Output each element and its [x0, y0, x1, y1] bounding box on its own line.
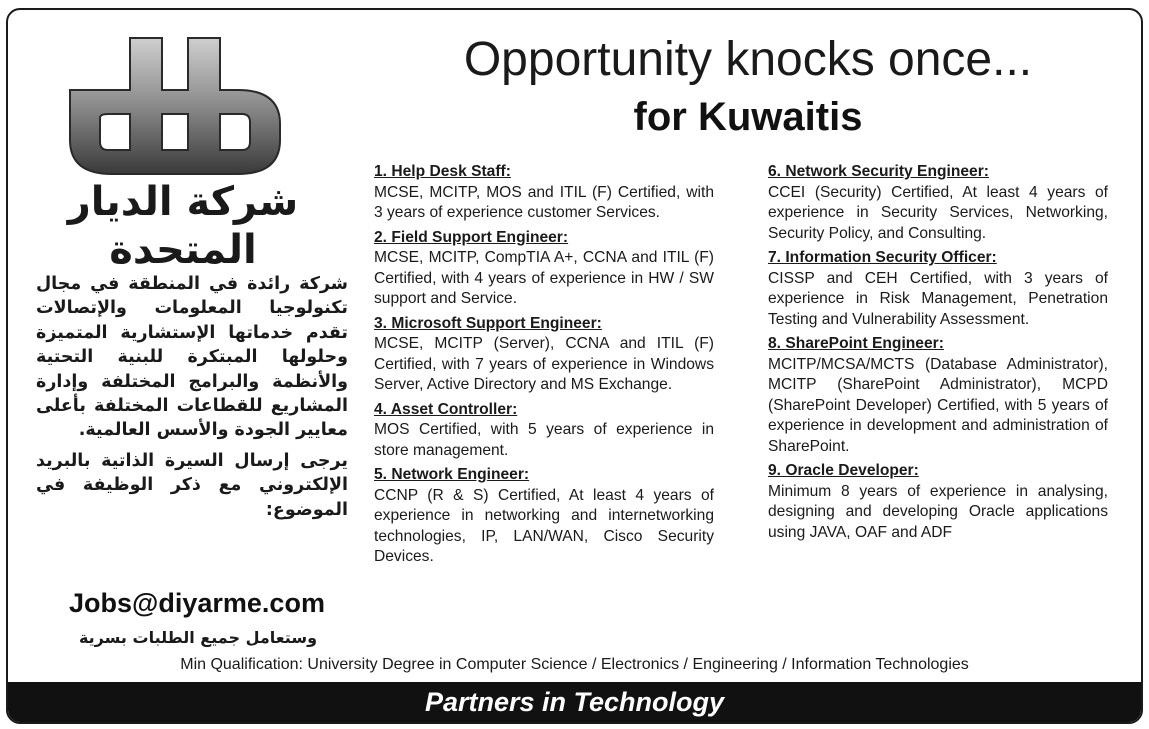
- job-title: 7. Information Security Officer:: [768, 249, 997, 266]
- job-listing: [768, 461, 1108, 543]
- footer-bar: [8, 682, 1141, 722]
- job-title: 1. Help Desk Staff:: [374, 163, 511, 180]
- confidentiality-note: وستعامل جميع الطلبات بسرية: [78, 628, 318, 647]
- job-title: 6. Network Security Engineer:: [768, 163, 989, 180]
- apply-instructions: يرجى إرسال السيرة الذاتية بالبريد الإلكتروني مع ذكر الوظيفة في الموضوع:: [36, 450, 348, 520]
- headline-sub: for Kuwaitis: [633, 95, 863, 139]
- job-title: 4. Asset Controller:: [374, 400, 518, 418]
- job-description: CCNP (R & S) Certified, At least 4 years of experience in networking and internetworking technologies, IP, LAN/WAN, Cisco Security Devices.: [374, 486, 714, 565]
- job-description: Minimum 8 years of experience in analysing, designing and developing Oracle applications using JAVA, OAF and ADF: [768, 482, 1108, 541]
- dub-logo: [60, 32, 290, 182]
- about-paragraph: شركة رائدة في المنطقة في مجال تكنولوجيا المعلومات والإتصالات تقدم خدماتها الإستشارية المتميزة وحلولها المبتكرة للبنية التحتية والأنظمة والبرامج المختلفة وإدارة المشاريع للقطاعات المختلفة بأعلى معايير الجودة والأسس العالمية.: [36, 274, 348, 441]
- job-title: 5. Network Engineer:: [374, 466, 530, 483]
- job-description: MCSE, MCITP, MOS and ITIL (F) Certified, with 3 years of experience customer Services.: [374, 183, 714, 221]
- jobs-column-left: [374, 162, 714, 572]
- company-name-arabic: شركة الديار المتحدة: [67, 179, 299, 273]
- job-title: 2. Field Support Engineer:: [374, 228, 569, 246]
- job-listing: [374, 400, 714, 462]
- job-listing: [374, 162, 714, 224]
- tagline: Partners in Technology: [424, 686, 725, 717]
- job-description: MCSE, MCITP (Server), CCNA and ITIL (F) Certified, with 7 years of experience in Windows Server, Active Directory and MS Exchange.: [374, 335, 714, 393]
- job-description: CCEI (Security) Certified, At least 4 years of experience in Security Services, Networking, Security Policy, and Consulting.: [768, 183, 1108, 242]
- job-title: 8. SharePoint Engineer:: [768, 335, 944, 352]
- job-title: 9. Oracle Developer:: [768, 462, 919, 479]
- job-listing: [768, 248, 1108, 330]
- job-listing: [768, 334, 1108, 457]
- contact-email[interactable]: Jobs@diyarme.com: [69, 588, 325, 618]
- job-description: MOS Certified, with 5 years of experience in store management.: [374, 421, 714, 459]
- job-title: 3. Microsoft Support Engineer:: [374, 314, 602, 332]
- advertisement-frame: [6, 8, 1143, 724]
- job-description: MCSE, MCITP, CompTIA A+, CCNA and ITIL (F) Certified, with 4 years of experience in HW / SW support and Service.: [374, 249, 714, 307]
- job-listing: [374, 228, 714, 310]
- job-description: CISSP and CEH Certified, with 3 years of experience in Risk Management, Penetration Testing and Vulnerability Assessment.: [768, 269, 1108, 328]
- minimum-qualification: Min Qualification: University Degree in Computer Science / Electronics / Engineering / Information Technologies: [180, 656, 969, 673]
- jobs-column-right: [768, 162, 1108, 547]
- job-listing: [374, 314, 714, 396]
- job-listing: [768, 162, 1108, 244]
- company-description-arabic: [36, 272, 348, 522]
- headline-main: Opportunity knocks once...: [463, 33, 1033, 86]
- job-listing: [374, 465, 714, 568]
- job-description: MCITP/MCSA/MCTS (Database Administrator), MCITP (SharePoint Administrator), MCPD (SharePoint Developer) Certified, with 5 years of experience in development and administration of SharePoint.: [768, 355, 1108, 455]
